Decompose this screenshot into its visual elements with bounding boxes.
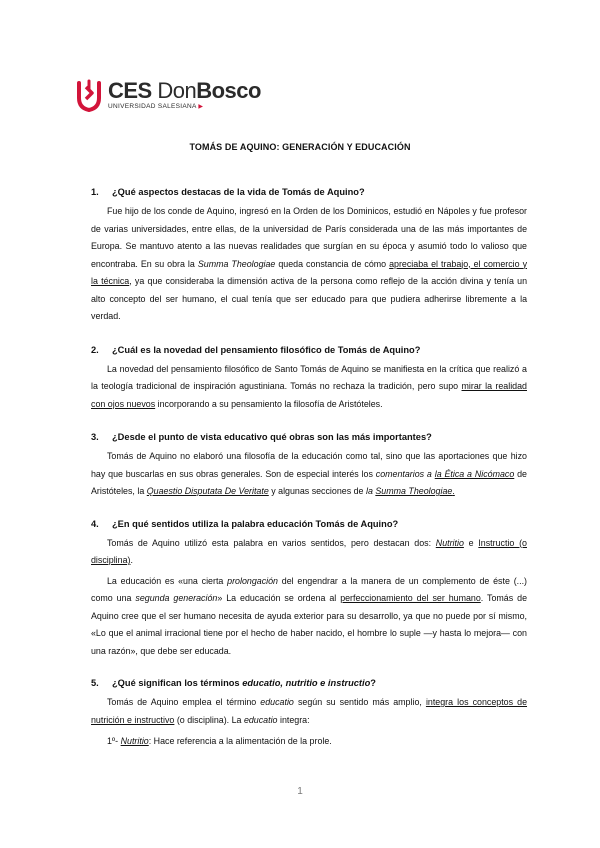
underlined-run: apreciaba el trabajo, el comercio y la técnica	[91, 258, 528, 286]
text-run: (o disciplina). La	[174, 714, 244, 725]
underlined-italic-run: Nutritio	[120, 736, 149, 746]
text-run: La novedad del pensamiento filosófico de Santo Tomás de Aquino se manifiesta en la crítica que realizó a la teología tradicional de inspiración agustiniana. Tomás no rechaza la tradición, pero supo	[91, 363, 527, 391]
italic-run: educatio	[260, 697, 294, 707]
question-number: 4.	[91, 518, 99, 529]
question-number: 1.	[91, 187, 99, 197]
question-text	[112, 677, 376, 690]
page-number: 1	[297, 786, 303, 797]
text-run: : Hace referencia a la alimentación de la prole.	[148, 736, 332, 746]
text-run: integra:	[277, 714, 310, 725]
ces-don-bosco-logo	[76, 78, 261, 112]
text-run: del engendrar a la manera de un complemento de éste (...) como una	[91, 575, 527, 603]
text-run: La educación es «una cierta	[107, 575, 228, 586]
text-run: Tomás de Aquino utilizó esta palabra en varios sentidos, pero destacan dos:	[107, 537, 436, 548]
logo-mark-icon	[76, 78, 102, 112]
text-run: . Tomás de Aquino cree que el ser humano necesita de ayuda exterior para su desarrollo, ya que no puede por sí mismo, «Lo que el animal irracional tiene por el hecho de haber nacido, el hombre lo suple —y hasta lo mejora— con una razón», que debe ser educada.	[91, 593, 528, 656]
question-2	[91, 344, 527, 357]
brand-subtitle-text: UNIVERSIDAD SALESIANA	[108, 102, 197, 110]
brand-bosco: Bosco	[196, 77, 261, 103]
logo-text	[108, 77, 261, 111]
text-run: Fue hijo de los conde de Aquino, ingresó en la Orden de los Dominicos, estudió en Nápoles y fue profesor de varias universidades, entre ellas, de la universidad de París considerada una de las más importantes de Europa. Se mantuvo atento a las nuevas realidades que surgían en su época y asumió todo lo valioso que encontraba. En su obra la	[91, 206, 527, 269]
underlined-run: .	[452, 486, 455, 496]
question-number: 3.	[91, 432, 99, 442]
italic-run: educatio	[243, 714, 278, 725]
text-run: Tomás de Aquino emplea el término	[107, 697, 261, 707]
underlined-run: integra los conceptos de nutrición e instructivo	[91, 697, 528, 725]
text-run: » La educación se ordena al	[217, 593, 341, 603]
text-run: Tomás de Aquino no elaboró una filosofía de la educación como tal, sino que las aportaciones que hizo hay que buscarlas en sus obras generales. Son de especial interés los	[91, 451, 527, 479]
answer-1	[91, 203, 527, 326]
italic-run: segunda generación	[135, 593, 218, 603]
text-run: .	[130, 555, 133, 565]
text-run: ¿Qué significan los términos	[112, 678, 243, 688]
question-number: 2.	[91, 344, 99, 355]
answer-3	[91, 448, 527, 501]
question-text: ¿Cuál es la novedad del pensamiento filosófico de Tomás de Aquino?	[112, 344, 421, 355]
text-run: , ya que consideraba la dimensión activa de la persona como reflejo de la acción divina y tenía un alto concepto del ser humano, el cual tenía que ser educado para que pudiera adherirse libremente a la verdad.	[91, 276, 528, 321]
italic-run: comentarios a	[375, 468, 435, 479]
underlined-italic-run: la Ética a Nicómaco	[434, 468, 515, 479]
underlined-italic-run: Quaestio Disputata De Veritate	[146, 486, 269, 496]
text-run: e	[463, 537, 479, 548]
underlined-italic-run: Nutritio	[435, 537, 464, 548]
text-run: ?	[370, 678, 376, 688]
answer-5-paragraph-1	[91, 694, 527, 729]
question-number: 5.	[91, 678, 99, 688]
italic-run: educatio, nutritio e instructio	[242, 678, 371, 688]
question-5	[91, 677, 527, 690]
question-text: ¿En qué sentidos utiliza la palabra educación Tomás de Aquino?	[112, 518, 399, 529]
question-1	[91, 186, 527, 199]
italic-run: Summa Theologiae	[197, 258, 276, 269]
italic-run: prolongación	[227, 575, 278, 586]
play-triangle-icon: ▶	[198, 103, 204, 110]
italic-run: la	[365, 486, 373, 496]
document-title: TOMÁS DE AQUINO: GENERACIÓN Y EDUCACIÓN	[189, 142, 411, 152]
answer-4-paragraph-2	[91, 573, 527, 661]
text-run: de Aristóteles, la	[91, 468, 527, 496]
question-4	[91, 518, 527, 531]
brand-ces: CES	[108, 77, 158, 103]
question-text: ¿Desde el punto de vista educativo qué obras son las más importantes?	[112, 432, 432, 442]
document-body	[91, 186, 527, 751]
underlined-italic-run: Summa Theologiae	[375, 486, 453, 496]
question-3	[91, 431, 527, 444]
underlined-run: Instructio (o disciplina)	[91, 537, 527, 565]
question-text: ¿Qué aspectos destacas de la vida de Tomás de Aquino?	[112, 187, 365, 197]
text-run: según su sentido más amplio,	[293, 697, 426, 707]
answer-5-paragraph-2	[91, 733, 527, 751]
underlined-run: mirar la realidad con ojos nuevos	[91, 381, 527, 409]
text-run: queda constancia de cómo	[275, 258, 390, 269]
brand-don: Don	[157, 77, 197, 103]
brand-name	[108, 77, 261, 103]
underlined-run: perfeccionamiento del ser humano	[340, 593, 481, 603]
brand-subtitle	[108, 103, 261, 111]
text-run: incorporando a su pensamiento la filosofía de Aristóteles.	[155, 398, 383, 409]
text-run: y algunas secciones de	[268, 486, 366, 496]
answer-4-paragraph-1	[91, 535, 527, 570]
text-run: 1º-	[107, 736, 121, 746]
answer-2	[91, 361, 527, 414]
